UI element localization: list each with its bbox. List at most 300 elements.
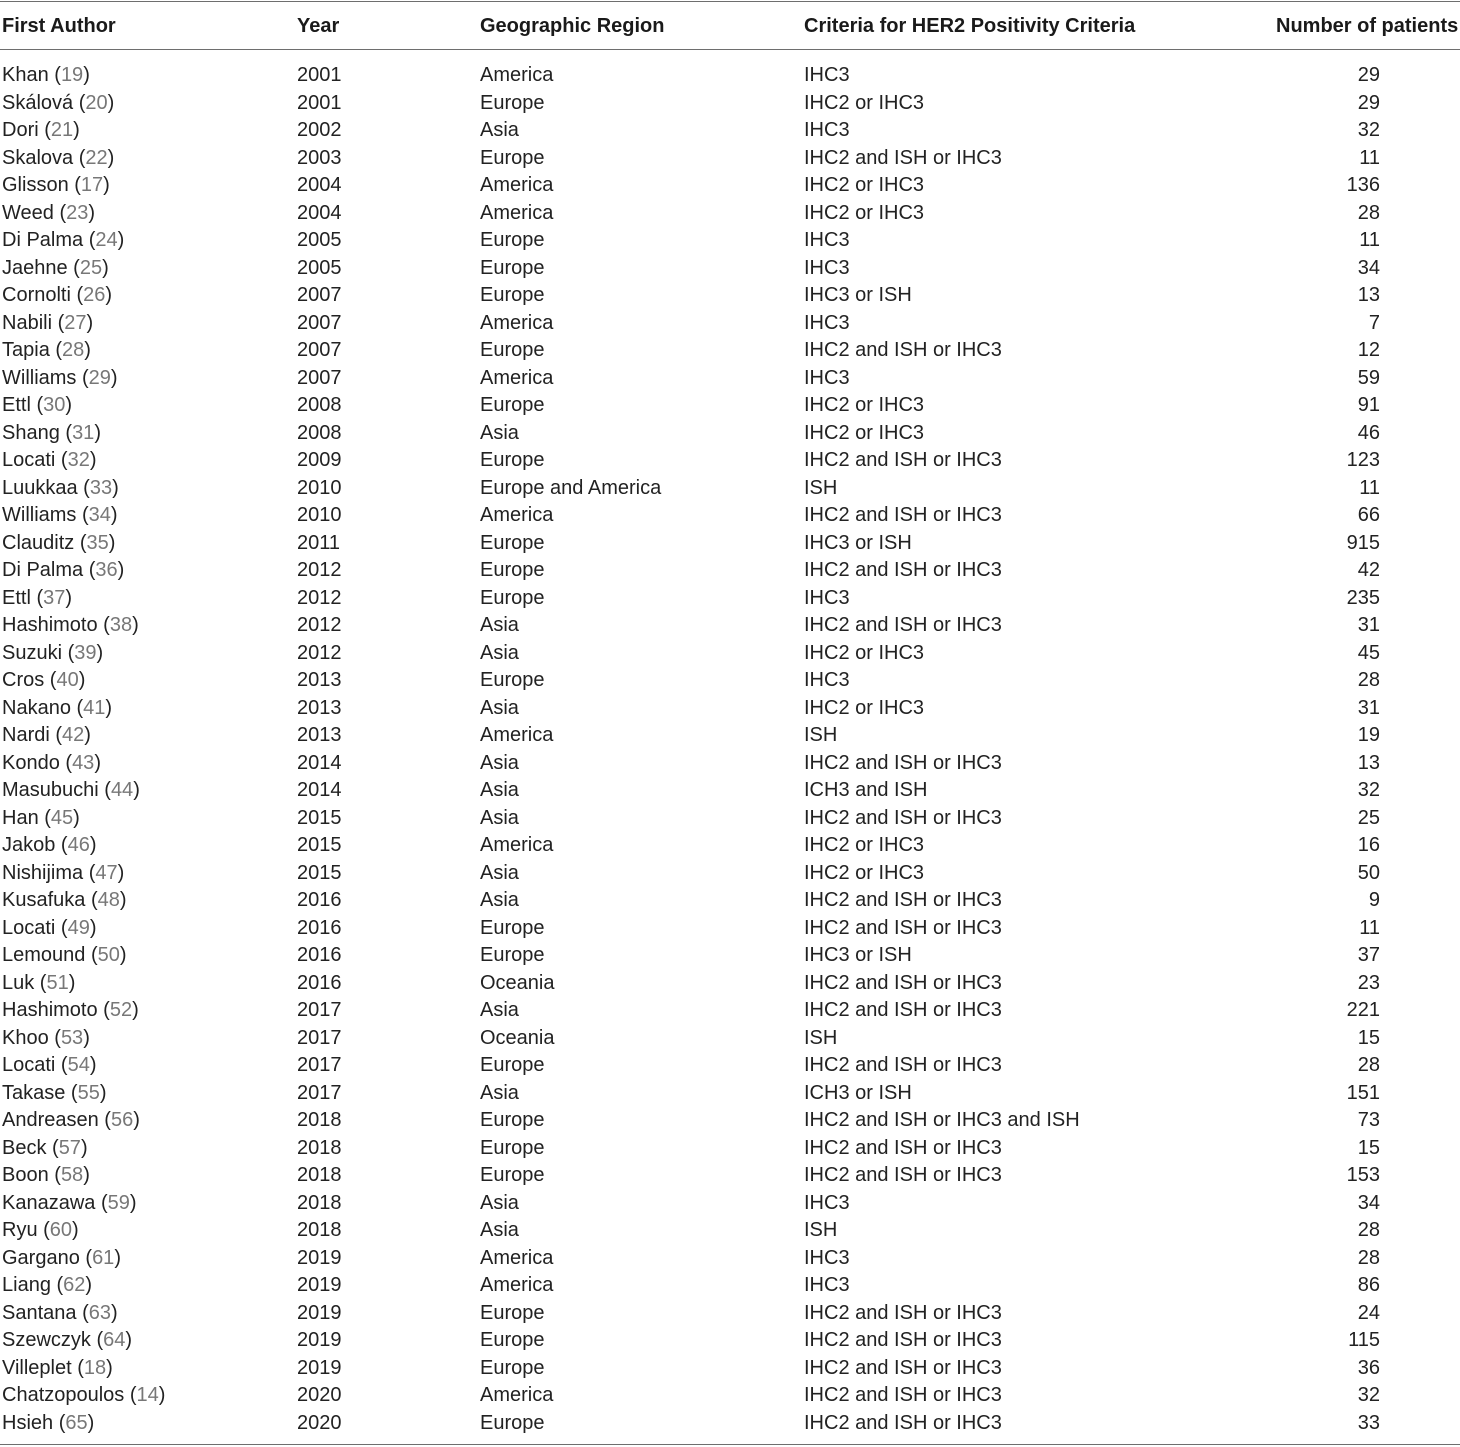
author-name: Szewczyk [2, 1329, 91, 1351]
cell-number-of-patients: 11 [1359, 916, 1380, 939]
author-name: Glisson [2, 174, 69, 196]
reference-link[interactable]: 14 [136, 1384, 159, 1406]
cell-her2-criteria: IHC2 or IHC3 [804, 91, 925, 114]
cell-her2-criteria: IHC3 [804, 311, 850, 334]
reference-link[interactable]: 62 [63, 1274, 86, 1296]
cell-her2-criteria: IHC2 and ISH or IHC3 [804, 1301, 1002, 1324]
author-name: Cros [2, 669, 45, 691]
cell-year: 2020 [297, 1411, 342, 1434]
table-row [0, 337, 1460, 365]
author-name: Di Palma [2, 559, 84, 581]
reference-link[interactable]: 61 [92, 1246, 115, 1269]
cell-geographic-region: Europe [480, 1164, 545, 1186]
cell-her2-criteria: IHC2 and ISH or IHC3 [804, 999, 1002, 1021]
cell-her2-criteria: IHC3 [804, 64, 850, 86]
cell-geographic-region: Europe [480, 1329, 545, 1351]
table-row [0, 475, 1460, 503]
reference-link[interactable]: 17 [80, 174, 104, 196]
cell-first-author: Locati (49) [2, 916, 97, 939]
cell-geographic-region: Europe [480, 669, 545, 691]
reference-link[interactable]: 41 [83, 696, 106, 719]
table-row [0, 310, 1460, 338]
cell-geographic-region: America [480, 834, 554, 856]
table-row [0, 640, 1460, 668]
table-row [0, 997, 1460, 1025]
cell-number-of-patients: 28 [1357, 1219, 1380, 1241]
reference-link[interactable]: 65 [65, 1411, 88, 1434]
cell-geographic-region: Europe [480, 256, 545, 279]
cell-number-of-patients: 136 [1346, 174, 1380, 196]
cell-number-of-patients: 37 [1357, 944, 1380, 966]
cell-geographic-region: Asia [480, 1219, 519, 1241]
cell-her2-criteria: IHC2 and ISH or IHC3 [804, 449, 1002, 471]
table-row [0, 1162, 1460, 1190]
cell-her2-criteria: IHC3 or ISH [804, 944, 912, 966]
cell-number-of-patients: 42 [1357, 559, 1380, 581]
cell-year: 2016 [297, 971, 342, 994]
cell-geographic-region: Asia [480, 751, 519, 774]
table-row [0, 1217, 1460, 1245]
author-name: Locati [2, 916, 56, 939]
reference-link[interactable]: 37 [43, 586, 66, 609]
cell-number-of-patients: 11 [1359, 229, 1380, 251]
cell-geographic-region: Oceania [480, 971, 555, 994]
cell-number-of-patients: 16 [1357, 834, 1380, 856]
author-name: Takase [2, 1081, 66, 1104]
author-name: Jakob [2, 834, 56, 856]
cell-her2-criteria: IHC3 [804, 366, 850, 389]
cell-year: 2019 [297, 1246, 342, 1269]
cell-first-author: Hashimoto (38) [2, 614, 139, 636]
cell-first-author: Weed (23) [2, 201, 96, 224]
cell-number-of-patients: 28 [1357, 1054, 1380, 1076]
cell-geographic-region: America [480, 174, 554, 196]
table-row [0, 90, 1460, 118]
cell-first-author: Nishijima (47) [2, 861, 125, 884]
cell-number-of-patients: 915 [1346, 531, 1380, 554]
author-name: Nakano [2, 696, 71, 719]
cell-year: 2019 [297, 1301, 342, 1324]
author-name: Clauditz [2, 531, 75, 554]
table-row [0, 612, 1460, 640]
reference-link[interactable]: 32 [67, 449, 90, 471]
table-body [0, 62, 1460, 1437]
reference-link[interactable]: 56 [110, 1109, 134, 1131]
cell-year: 2009 [297, 449, 342, 471]
reference-link[interactable]: 45 [50, 806, 74, 829]
cell-first-author: Ryu (60) [2, 1219, 79, 1241]
reference-link[interactable]: 36 [95, 559, 118, 581]
table-row [0, 695, 1460, 723]
cell-her2-criteria: IHC2 and ISH or IHC3 [804, 614, 1002, 636]
cell-her2-criteria: IHC2 and ISH or IHC3 [804, 146, 1002, 169]
table-row [0, 145, 1460, 173]
author-name: Jaehne [2, 256, 68, 279]
cell-her2-criteria: IHC2 or IHC3 [804, 394, 925, 416]
cell-geographic-region: America [480, 201, 554, 224]
author-name: Boon [2, 1164, 49, 1186]
cell-number-of-patients: 28 [1357, 1246, 1380, 1269]
cell-year: 2016 [297, 889, 342, 911]
cell-year: 2013 [297, 724, 342, 746]
cell-her2-criteria: IHC3 [804, 1246, 850, 1269]
cell-first-author: Glisson (17) [2, 174, 110, 196]
table-row [0, 805, 1460, 833]
cell-first-author: Boon (58) [2, 1164, 90, 1186]
cell-her2-criteria: ISH [804, 1026, 838, 1049]
cell-her2-criteria: IHC2 and ISH or IHC3 [804, 889, 1002, 911]
author-name: Locati [2, 449, 56, 471]
cell-year: 2018 [297, 1136, 342, 1159]
table-row [0, 860, 1460, 888]
cell-her2-criteria: IHC3 [804, 1274, 850, 1296]
cell-year: 2010 [297, 504, 342, 526]
author-name: Nabili [2, 311, 53, 334]
cell-geographic-region: Europe [480, 146, 545, 169]
reference-link[interactable]: 44 [110, 779, 134, 801]
cell-number-of-patients: 32 [1357, 1384, 1380, 1406]
cell-geographic-region: America [480, 1384, 554, 1406]
reference-link[interactable]: 27 [64, 311, 87, 334]
author-name: Di Palma [2, 229, 89, 251]
cell-first-author: Lemound (50) [2, 944, 127, 966]
cell-geographic-region: Europe [480, 284, 545, 306]
table-row [0, 1382, 1460, 1410]
cell-her2-criteria: IHC2 and ISH or IHC3 [804, 916, 1002, 939]
reference-link[interactable]: 58 [60, 1164, 84, 1186]
reference-link[interactable]: 21 [50, 119, 74, 141]
reference-link[interactable]: 23 [66, 201, 89, 224]
cell-number-of-patients: 29 [1357, 91, 1380, 114]
cell-year: 2014 [297, 779, 342, 801]
reference-link[interactable]: 30 [43, 394, 66, 416]
cell-first-author: Hashimoto (52) [2, 999, 139, 1021]
table-row [0, 200, 1460, 228]
cell-her2-criteria: IHC2 and ISH or IHC3 [804, 559, 1002, 581]
reference-link[interactable]: 64 [103, 1329, 126, 1351]
cell-first-author: Liang (62) [2, 1274, 93, 1296]
cell-year: 2008 [297, 394, 342, 416]
cell-year: 2001 [297, 91, 342, 114]
reference-link[interactable]: 22 [85, 146, 108, 169]
author-name: Suzuki [2, 641, 63, 664]
cell-year: 2007 [297, 339, 342, 361]
reference-link[interactable]: 51 [46, 971, 69, 994]
table-row [0, 1410, 1460, 1438]
reference-link[interactable]: 35 [86, 531, 109, 554]
cell-first-author: Dori (21) [2, 119, 80, 141]
author-name: Skalova [2, 146, 74, 169]
header-her2-criteria: Criteria for HER2 Positivity Criteria [804, 15, 1136, 37]
cell-year: 2012 [297, 559, 342, 581]
author-name: Masubuchi [2, 779, 99, 801]
table-row [0, 1327, 1460, 1355]
reference-link[interactable]: 50 [97, 944, 120, 966]
cell-year: 2016 [297, 916, 342, 939]
reference-link[interactable]: 52 [109, 999, 133, 1021]
cell-geographic-region: Asia [480, 641, 519, 664]
author-name: Han [2, 806, 39, 829]
cell-year: 2010 [297, 476, 342, 499]
cell-her2-criteria: IHC2 and ISH or IHC3 [804, 339, 1002, 361]
cell-number-of-patients: 19 [1357, 724, 1380, 746]
cell-first-author: Nabili (27) [2, 311, 94, 334]
table-row [0, 557, 1460, 585]
cell-first-author: Williams (34) [2, 504, 118, 526]
author-name: Hashimoto [2, 999, 98, 1021]
reference-link[interactable]: 25 [79, 256, 103, 279]
cell-number-of-patients: 32 [1357, 779, 1380, 801]
table-row [0, 117, 1460, 145]
cell-first-author: Shang (31) [2, 421, 101, 444]
cell-number-of-patients: 31 [1357, 614, 1380, 636]
cell-number-of-patients: 15 [1357, 1136, 1380, 1159]
cell-first-author: Santana (63) [2, 1301, 118, 1324]
cell-geographic-region: Europe [480, 586, 545, 609]
cell-first-author: Beck (57) [2, 1136, 88, 1159]
table-header-row [0, 2, 1460, 49]
cell-number-of-patients: 13 [1357, 751, 1380, 774]
table-row [0, 667, 1460, 695]
cell-number-of-patients: 59 [1357, 366, 1380, 389]
cell-year: 2018 [297, 1191, 342, 1214]
cell-geographic-region: America [480, 1246, 554, 1269]
reference-link[interactable]: 40 [56, 669, 79, 691]
cell-year: 2017 [297, 1054, 342, 1076]
cell-her2-criteria: ICH3 and ISH [804, 779, 928, 801]
cell-number-of-patients: 28 [1357, 201, 1380, 224]
table-row [0, 585, 1460, 613]
author-name: Luukkaa [2, 476, 78, 499]
cell-first-author: Luukkaa (33) [2, 476, 119, 499]
reference-link[interactable]: 29 [88, 366, 111, 389]
cell-year: 2007 [297, 284, 342, 306]
cell-first-author: Gargano (61) [2, 1246, 121, 1269]
cell-her2-criteria: IHC3 or ISH [804, 284, 912, 306]
cell-her2-criteria: IHC3 [804, 256, 850, 279]
cell-geographic-region: Europe [480, 531, 545, 554]
cell-her2-criteria: IHC2 and ISH or IHC3 and ISH [804, 1109, 1080, 1131]
cell-geographic-region: America [480, 366, 554, 389]
cell-first-author: Clauditz (35) [2, 531, 116, 554]
cell-her2-criteria: IHC2 and ISH or IHC3 [804, 1411, 1002, 1434]
cell-number-of-patients: 221 [1346, 999, 1380, 1021]
cell-geographic-region: America [480, 311, 554, 334]
author-name: Kondo [2, 751, 60, 774]
table-row [0, 530, 1460, 558]
reference-link[interactable]: 43 [72, 751, 95, 774]
cell-number-of-patients: 123 [1346, 449, 1380, 471]
cell-first-author: Villeplet (18) [2, 1356, 113, 1379]
cell-number-of-patients: 115 [1348, 1329, 1380, 1351]
cell-number-of-patients: 9 [1368, 889, 1380, 911]
author-name: Williams [2, 504, 77, 526]
cell-first-author: Takase (55) [2, 1081, 107, 1104]
table-row [0, 1190, 1460, 1218]
table-row [0, 777, 1460, 805]
cell-year: 2015 [297, 834, 342, 856]
author-name: Gargano [2, 1246, 80, 1269]
cell-geographic-region: Asia [480, 806, 519, 829]
cell-year: 2015 [297, 861, 342, 884]
cell-year: 2020 [297, 1384, 342, 1406]
cell-year: 2018 [297, 1164, 342, 1186]
cell-her2-criteria: IHC2 or IHC3 [804, 696, 925, 719]
cell-first-author: Suzuki (39) [2, 641, 104, 664]
cell-number-of-patients: 29 [1357, 64, 1380, 86]
table-row [0, 1107, 1460, 1135]
reference-link[interactable]: 28 [62, 339, 85, 361]
reference-link[interactable]: 47 [95, 861, 118, 884]
cell-geographic-region: Europe [480, 1136, 545, 1159]
cell-geographic-region: America [480, 64, 554, 86]
cell-number-of-patients: 151 [1346, 1081, 1380, 1104]
table-row [0, 1052, 1460, 1080]
reference-link[interactable]: 31 [72, 421, 95, 444]
cell-year: 2013 [297, 669, 342, 691]
cell-number-of-patients: 46 [1357, 421, 1380, 444]
cell-first-author: Jakob (46) [2, 834, 97, 856]
reference-link[interactable]: 53 [60, 1026, 84, 1049]
cell-year: 2017 [297, 999, 342, 1021]
cell-number-of-patients: 11 [1359, 476, 1380, 499]
cell-first-author: Nardi (42) [2, 724, 91, 746]
cell-year: 2018 [297, 1219, 342, 1241]
author-name: Tapia [2, 339, 50, 361]
cell-number-of-patients: 91 [1357, 394, 1380, 416]
reference-link[interactable]: 42 [62, 724, 85, 746]
cell-first-author: Skalova (22) [2, 146, 115, 169]
table-row [0, 832, 1460, 860]
reference-link[interactable]: 20 [85, 91, 108, 114]
cell-geographic-region: America [480, 1274, 554, 1296]
author-name: Luk [2, 971, 35, 994]
reference-link[interactable]: 63 [88, 1301, 111, 1324]
cell-number-of-patients: 33 [1357, 1411, 1380, 1434]
author-name: Cornolti [2, 284, 71, 306]
reference-link[interactable]: 33 [89, 476, 113, 499]
cell-her2-criteria: IHC3 [804, 669, 850, 691]
cell-number-of-patients: 36 [1357, 1356, 1380, 1379]
cell-year: 2007 [297, 311, 342, 334]
cell-her2-criteria: ISH [804, 476, 838, 499]
cell-year: 2003 [297, 146, 342, 169]
cell-year: 2013 [297, 696, 342, 719]
cell-year: 2004 [297, 201, 342, 224]
cell-number-of-patients: 13 [1357, 284, 1380, 306]
reference-link[interactable]: 34 [88, 504, 111, 526]
cell-first-author: Jaehne (25) [2, 256, 109, 279]
cell-her2-criteria: ISH [804, 1219, 838, 1241]
cell-geographic-region: Europe [480, 1054, 545, 1076]
author-name: Skálová [2, 91, 74, 114]
cell-first-author: Khoo (53) [2, 1026, 90, 1049]
reference-link[interactable]: 46 [67, 834, 90, 856]
table-row [0, 1025, 1460, 1053]
cell-geographic-region: Europe [480, 91, 545, 114]
reference-link[interactable]: 39 [74, 641, 97, 664]
cell-number-of-patients: 15 [1357, 1026, 1380, 1049]
author-name: Ettl [2, 586, 31, 609]
table-row [0, 502, 1460, 530]
cell-year: 2008 [297, 421, 342, 444]
reference-link[interactable]: 60 [49, 1219, 73, 1241]
cell-first-author: Kanazawa (59) [2, 1191, 137, 1214]
cell-her2-criteria: IHC2 or IHC3 [804, 641, 925, 664]
table-row [0, 365, 1460, 393]
author-name: Nardi [2, 724, 50, 746]
reference-link[interactable]: 54 [67, 1054, 90, 1076]
cell-her2-criteria: ICH3 or ISH [804, 1081, 912, 1104]
table-row [0, 447, 1460, 475]
table-row [0, 227, 1460, 255]
reference-link[interactable]: 48 [97, 889, 120, 911]
cell-first-author: Khan (19) [2, 64, 90, 86]
table-row [0, 172, 1460, 200]
reference-link[interactable]: 24 [95, 229, 118, 251]
reference-link[interactable]: 18 [83, 1356, 107, 1379]
table-row [0, 1272, 1460, 1300]
cell-first-author: Williams (29) [2, 366, 118, 389]
cell-geographic-region: Asia [480, 1191, 519, 1214]
table-row [0, 750, 1460, 778]
cell-number-of-patients: 11 [1359, 146, 1380, 169]
author-name: Shang [2, 421, 60, 444]
cell-number-of-patients: 34 [1357, 1191, 1380, 1214]
cell-first-author: Cornolti (26) [2, 284, 113, 306]
cell-number-of-patients: 32 [1357, 119, 1380, 141]
cell-number-of-patients: 31 [1357, 696, 1380, 719]
cell-first-author: Szewczyk (64) [2, 1329, 133, 1351]
reference-link[interactable]: 38 [109, 614, 133, 636]
cell-first-author: Ettl (30) [2, 394, 73, 416]
cell-number-of-patients: 23 [1357, 971, 1380, 994]
author-name: Kanazawa [2, 1191, 96, 1214]
author-name: Nishijima [2, 861, 89, 884]
cell-first-author: Luk (51) [2, 971, 76, 994]
cell-number-of-patients: 153 [1346, 1164, 1380, 1186]
cell-year: 2019 [297, 1274, 342, 1296]
author-name: Andreasen [2, 1109, 99, 1131]
reference-link[interactable]: 26 [83, 284, 106, 306]
cell-her2-criteria: IHC3 or ISH [804, 531, 912, 554]
cell-geographic-region: Europe [480, 229, 545, 251]
reference-link[interactable]: 19 [60, 64, 84, 86]
author-name: Ryu [2, 1219, 38, 1241]
cell-year: 2005 [297, 256, 342, 279]
author-name: Beck [2, 1136, 47, 1159]
reference-link[interactable]: 57 [58, 1136, 81, 1159]
table-row [0, 1355, 1460, 1383]
cell-year: 2017 [297, 1026, 342, 1049]
table-row [0, 1300, 1460, 1328]
cell-year: 2012 [297, 641, 342, 664]
cell-year: 2012 [297, 586, 342, 609]
cell-geographic-region: Asia [480, 696, 519, 719]
cell-her2-criteria: IHC2 or IHC3 [804, 861, 925, 884]
cell-her2-criteria: IHC2 and ISH or IHC3 [804, 1384, 1002, 1406]
cell-geographic-region: America [480, 504, 554, 526]
reference-link[interactable]: 49 [67, 916, 90, 939]
cell-first-author: Hsieh (65) [2, 1411, 95, 1434]
cell-her2-criteria: IHC3 [804, 1191, 850, 1214]
cell-geographic-region: Asia [480, 779, 519, 801]
cell-year: 2018 [297, 1109, 342, 1131]
cell-year: 2012 [297, 614, 342, 636]
reference-link[interactable]: 59 [107, 1191, 130, 1214]
author-name: Locati [2, 1054, 56, 1076]
reference-link[interactable]: 55 [77, 1081, 100, 1104]
